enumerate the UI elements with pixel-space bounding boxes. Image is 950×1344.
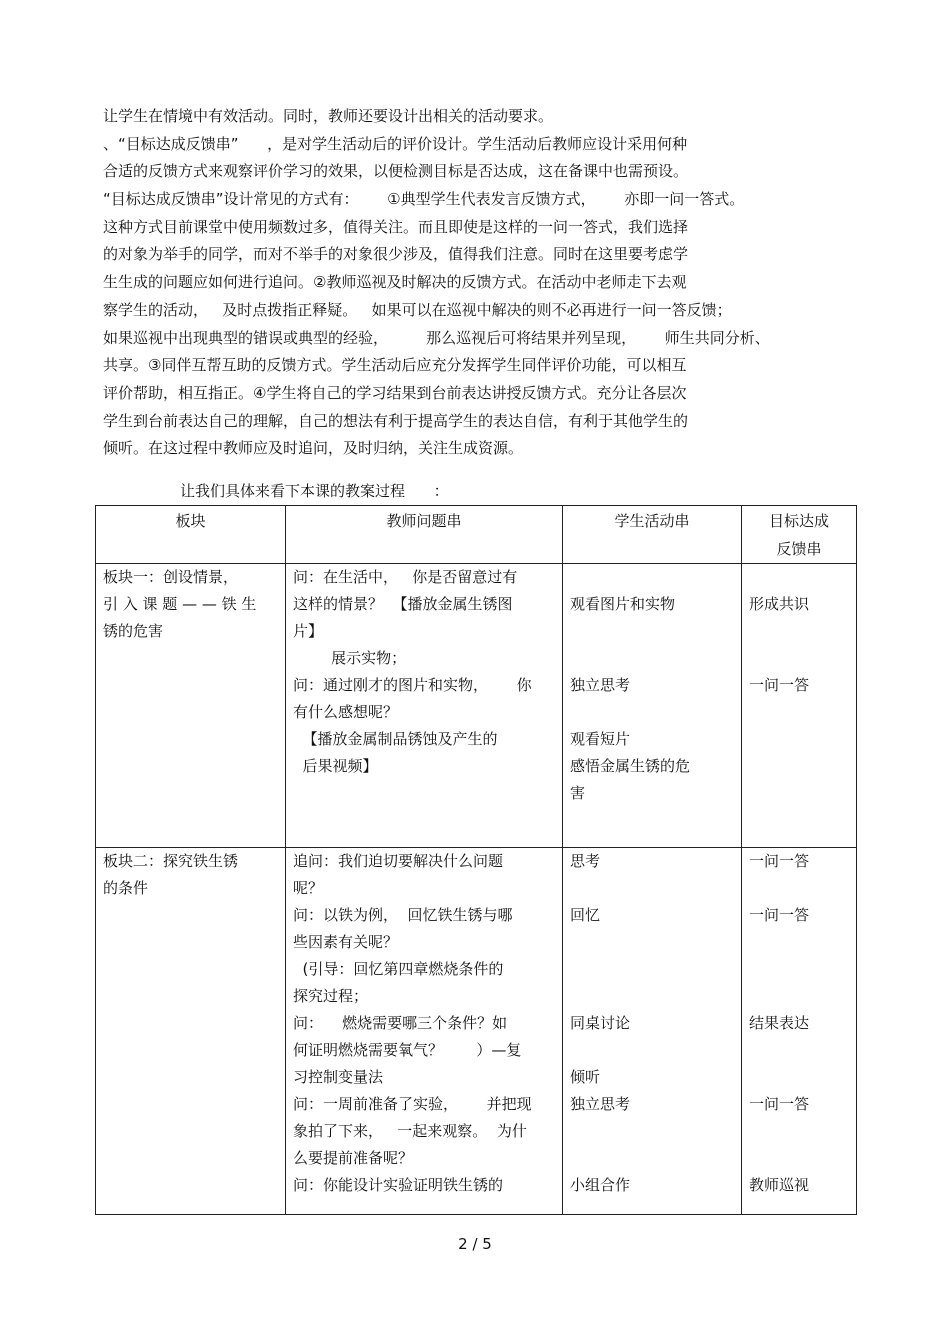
cell-line: 感悟金属生锈的危 — [570, 757, 691, 775]
header-teacher-questions: 教师问题串 — [286, 506, 563, 564]
cell-line: 一问一答 — [749, 852, 810, 870]
cell-line — [749, 956, 849, 983]
cell-line: 习控制变量法 — [293, 1068, 384, 1086]
cell-line: 追问：我们迫切要解决什么问题 — [293, 852, 504, 870]
row2-teacher-cell — [286, 848, 563, 1215]
paragraph-line: 评价帮助，相互指正。④学生将自己的学习结果到台前表达讲授反馈方式。充分让各层次 — [103, 383, 687, 402]
cell-line: 观看图片和实物 — [570, 595, 676, 613]
cell-line — [570, 956, 734, 983]
paragraph-line: 如果巡视中出现典型的错误或典型的经验， 那么巡视后可将结果并列呈现， 师生共同分析、 — [103, 328, 770, 347]
cell-line — [570, 1037, 734, 1064]
cell-line: 何证明燃烧需要氧气？ ）—复 — [293, 1041, 522, 1059]
cell-line: 些因素有关呢？ — [293, 933, 399, 951]
cell-line — [749, 645, 849, 672]
cell-line: (引导：回忆第四章燃烧条件的 — [293, 960, 504, 978]
paragraph-line: 、“目标达成反馈串” ，是对学生活动后的评价设计。学生活动后教师应设计采用何种 — [103, 134, 688, 153]
paragraph-line: 合适的反馈方式来观察评价学习的效果，以便检测目标是否达成，这在备课中也需预设。 — [103, 162, 689, 181]
cell-line: 结果表达 — [749, 1014, 810, 1032]
cell-line: 有什么感想呢？ — [293, 703, 399, 721]
table-row — [96, 848, 857, 1215]
cell-line — [749, 618, 849, 645]
cell-line — [570, 699, 734, 726]
paragraph-line: 的对象为举手的同学，而对不举手的对象很少涉及，值得我们注意。同时在这里要考虑学 — [103, 245, 689, 264]
cell-line — [570, 645, 734, 672]
cell-line: 一问一答 — [749, 1095, 810, 1113]
cell-line: 一问一答 — [749, 676, 810, 694]
paragraph-line: “目标达成反馈串”设计常见的方式有： ①典型学生代表发言反馈方式， 亦即一问一答式。 — [103, 190, 745, 209]
paragraph-line: 察学生的活动， 及时点拨指正释疑。 如果可以在巡视中解决的则不必再进行一问一答反馈； — [103, 300, 732, 319]
row2-feedback-cell — [742, 848, 857, 1215]
header-feedback — [742, 506, 857, 564]
cell-line — [570, 618, 734, 645]
cell-line: 教师巡视 — [749, 1176, 810, 1194]
cell-line — [570, 1145, 734, 1172]
cell-line — [749, 1064, 849, 1091]
cell-line: 板块二：探究铁生锈 — [103, 852, 239, 870]
paragraph-line: 生生成的问题应如何进行追问。②教师巡视及时解决的反馈方式。在活动中老师走下去观 — [103, 273, 687, 292]
cell-line — [749, 929, 849, 956]
cell-line: 后果视频】 — [293, 757, 378, 775]
cell-line: 问：以铁为例， 回忆铁生锈与哪 — [293, 906, 513, 924]
cell-line: 形成共识 — [749, 595, 810, 613]
cell-line: 小组合作 — [570, 1176, 631, 1194]
paragraph-line: 倾听。在这过程中教师应及时追问，及时归纳，关注生成资源。 — [103, 439, 524, 458]
cell-line — [570, 1118, 734, 1145]
cell-line: 锈的危害 — [103, 622, 164, 640]
cell-line: 问：在生活中， 你是否留意过有 — [293, 568, 518, 586]
cell-line — [749, 1037, 849, 1064]
cell-line — [749, 1145, 849, 1172]
cell-line: 害 — [570, 784, 586, 802]
cell-line — [749, 875, 849, 902]
cell-line — [570, 983, 734, 1010]
header-feedback-line1: 目标达成 — [768, 512, 829, 530]
cell-line: 展示实物； — [293, 649, 407, 667]
cell-line: 呢？ — [293, 879, 324, 897]
table-header-row — [96, 506, 857, 564]
cell-line: 问：通过刚才的图片和实物， 你 — [293, 676, 532, 694]
row1-feedback-cell — [742, 564, 857, 848]
cell-line: 板块一：创设情景， — [103, 568, 239, 586]
cell-line — [749, 983, 849, 1010]
cell-line: 问：一周前准备了实验， 并把现 — [293, 1095, 532, 1113]
cell-line: 回忆 — [570, 906, 601, 924]
cell-line — [570, 564, 734, 591]
paragraph-line: 这种方式目前课堂中使用频数过多，值得关注。而且即使是这样的一问一答式，我们选择 — [103, 217, 689, 236]
cell-line — [749, 564, 849, 591]
header-student-activities: 学生活动串 — [563, 506, 742, 564]
row1-teacher-cell — [286, 564, 563, 848]
cell-line: 思考 — [570, 852, 601, 870]
cell-line: 片】 — [293, 622, 324, 640]
paragraph-line: 共享。③同伴互帮互助的反馈方式。学生活动后应充分发挥学生同伴评价功能，可以相互 — [103, 356, 687, 375]
cell-line: 探究过程； — [293, 987, 369, 1005]
cell-line: 象拍了下来， 一起来观察。 为什 — [293, 1122, 527, 1140]
cell-line — [749, 1118, 849, 1145]
cell-line: 的条件 — [103, 879, 149, 897]
cell-line: 么要提前准备呢？ — [293, 1149, 414, 1167]
cell-line: 【播放金属制品锈蚀及产生的 — [293, 730, 498, 748]
cell-line: 观看短片 — [570, 730, 631, 748]
body-paragraph — [103, 103, 843, 463]
cell-line: 倾听 — [570, 1068, 601, 1086]
cell-line: 问： 燃烧需要哪三个条件？如 — [293, 1014, 508, 1032]
cell-line: 一问一答 — [749, 906, 810, 924]
cell-line: 这样的情景？ 【播放金属生锈图 — [293, 595, 513, 613]
header-block: 板块 — [96, 506, 286, 564]
row2-student-cell — [563, 848, 742, 1215]
row2-block-cell — [96, 848, 286, 1215]
paragraph-line: 学生到台前表达自己的理解，自己的想法有利于提高学生的表达自信，有利于其他学生的 — [103, 411, 689, 430]
cell-line — [570, 875, 734, 902]
cell-line: 引 入 课 题 — — 铁 生 — [103, 595, 257, 613]
page-number: 2 / 5 — [458, 1235, 492, 1253]
header-feedback-line2: 反馈串 — [776, 540, 822, 558]
cell-line: 独立思考 — [570, 676, 631, 694]
paragraph-line: 让学生在情境中有效活动。同时，教师还要设计出相关的活动要求。 — [103, 107, 554, 125]
cell-line: 独立思考 — [570, 1095, 631, 1113]
cell-line: 同桌讨论 — [570, 1014, 631, 1032]
cell-line — [570, 929, 734, 956]
lesson-plan-table — [95, 505, 857, 1215]
cell-line: 问：你能设计实验证明铁生锈的 — [293, 1176, 504, 1194]
lesson-plan-intro: 让我们具体来看下本课的教案过程 ： — [180, 482, 449, 500]
row1-block-cell — [96, 564, 286, 848]
row1-student-cell — [563, 564, 742, 848]
table-row — [96, 564, 857, 848]
